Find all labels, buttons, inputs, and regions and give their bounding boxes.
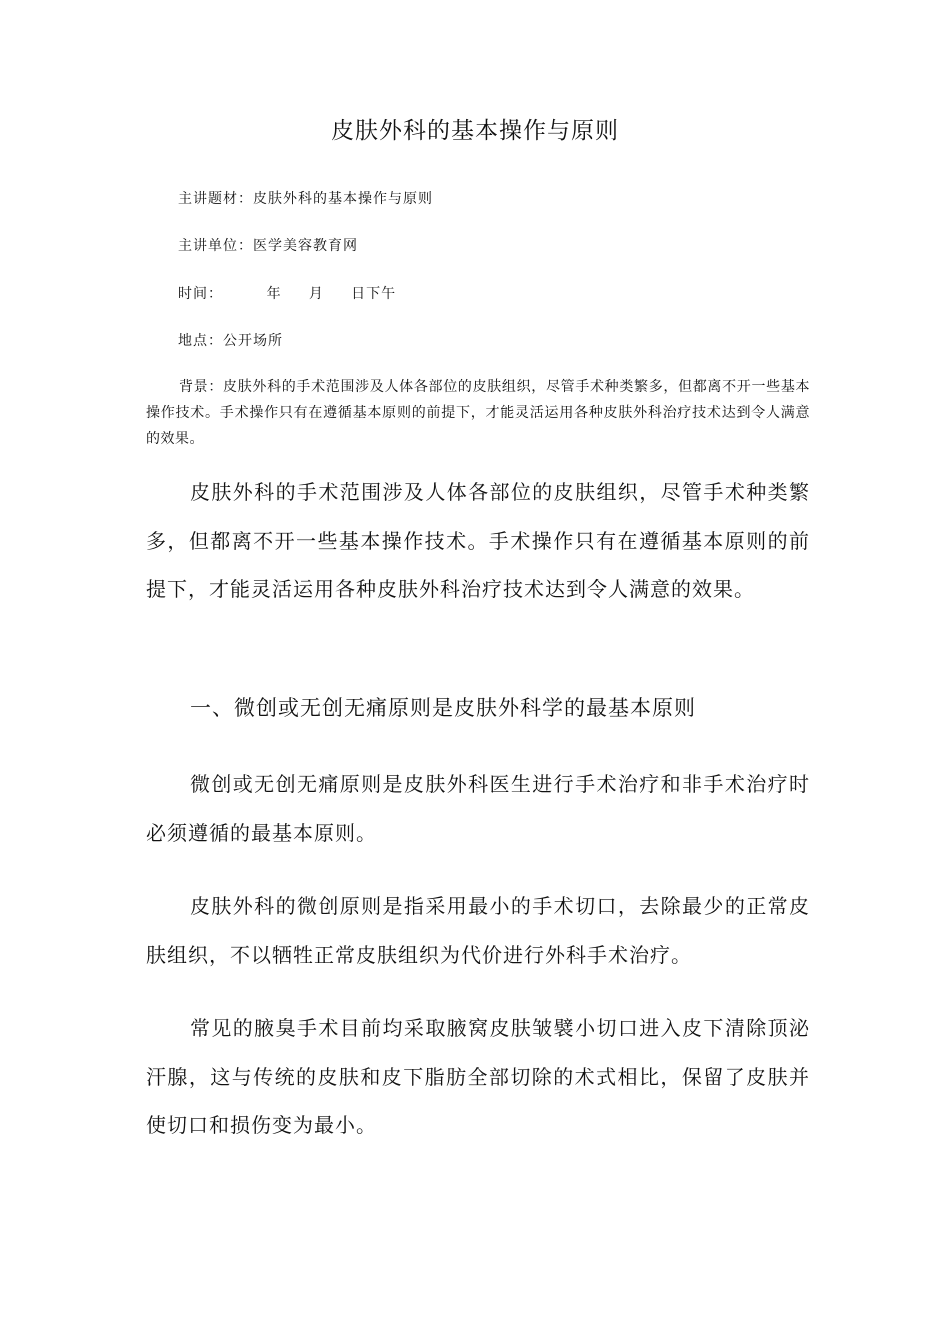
meta-place: 地点：公开场所 (178, 333, 283, 349)
meta-time: 时间： 年 月 日下午 (178, 286, 397, 302)
section1-paragraph-2: 皮肤外科的微创原则是指采用最小的手术切口，去除最少的正常皮肤组织，不以牺牲正常皮肤组织为代价进行外科手术治疗。 (146, 894, 810, 967)
section-heading-1: 一、微创或无创无痛原则是皮肤外科学的最基本原则 (190, 696, 696, 720)
document-title: 皮肤外科的基本操作与原则 (331, 118, 619, 144)
background-paragraph: 背景：皮肤外科的手术范围涉及人体各部位的皮肤组织，尽管手术种类繁多，但都离不开一些基本操作技术。手术操作只有在遵循基本原则的前提下，才能灵活运用各种皮肤外科治疗技术达到令人满意的效果。 (146, 379, 810, 447)
intro-paragraph: 皮肤外科的手术范围涉及人体各部位的皮肤组织，尽管手术种类繁多，但都离不开一些基本操作技术。手术操作只有在遵循基本原则的前提下，才能灵活运用各种皮肤外科治疗技术达到令人满意的效果。 (146, 480, 810, 601)
meta-topic: 主讲题材：皮肤外科的基本操作与原则 (178, 191, 433, 207)
meta-unit: 主讲单位：医学美容教育网 (178, 238, 358, 254)
section1-paragraph-1: 微创或无创无痛原则是皮肤外科医生进行手术治疗和非手术治疗时必须遵循的最基本原则。 (146, 772, 810, 845)
section1-paragraph-3: 常见的腋臭手术目前均采取腋窝皮肤皱襞小切口进入皮下清除顶泌汗腺，这与传统的皮肤和皮下脂肪全部切除的术式相比，保留了皮肤并使切口和损伤变为最小。 (146, 1016, 810, 1137)
